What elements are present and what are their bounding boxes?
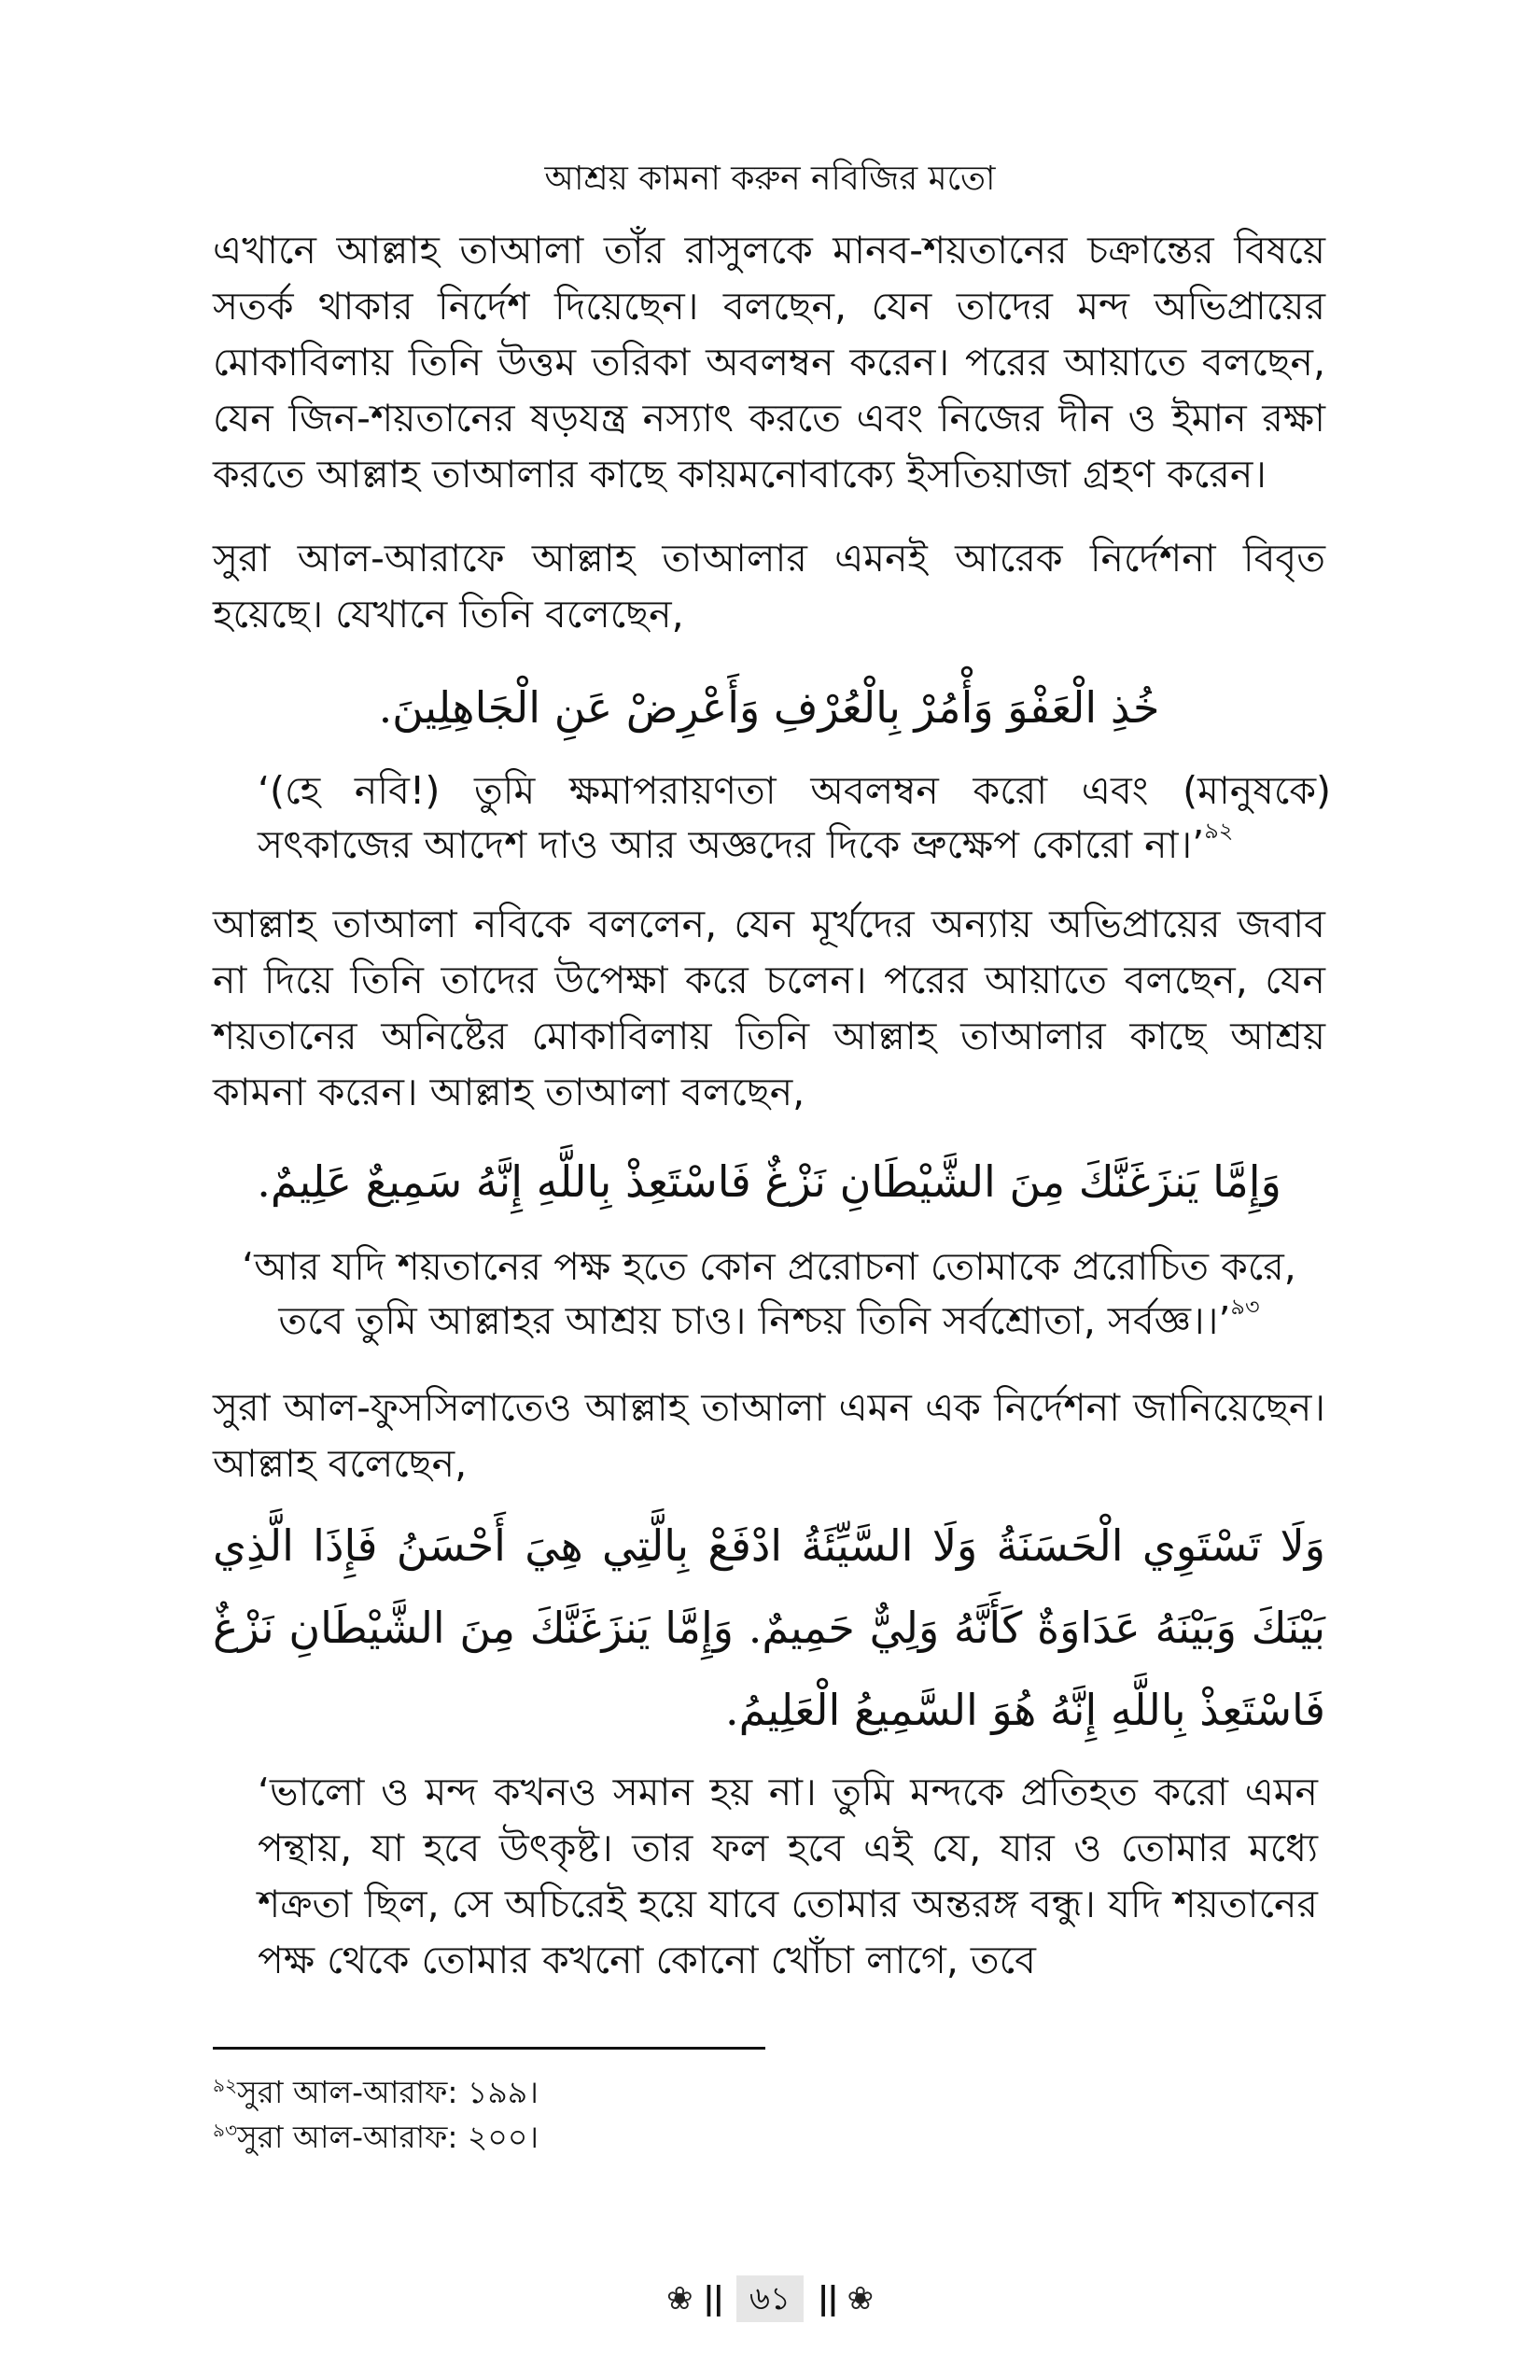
arabic-verse-1-block	[213, 672, 1325, 743]
translation-quote-2	[213, 1239, 1325, 1348]
translation-quote-2-line-1: ‘আর যদি শয়তানের পক্ষ হতে কোন প্ররোচনা তোমাকে প্ররোচিত করে,	[242, 1244, 1296, 1289]
paragraph-2-block	[213, 530, 1325, 642]
left-bars-icon: ||	[703, 2280, 723, 2317]
paragraph-3-block	[213, 896, 1325, 1120]
footnote-ref-93[interactable]: ৯৩	[1230, 1294, 1260, 1321]
right-bars-icon: ||	[817, 2280, 837, 2317]
page-number: ৬১	[736, 2275, 804, 2322]
paragraph-2: সুরা আল-আরাফে আল্লাহ তাআলার এমনই আরেক নির্দেশনা বিবৃত হয়েছে। যেখানে তিনি বলেছেন,	[213, 536, 1325, 637]
footnote-93	[213, 2109, 539, 2158]
paragraph-1: এখানে আল্লাহ তাআলা তাঁর রাসুলকে মানব-শয়তানের চক্রান্তের বিষয়ে সতর্ক থাকার নির্দেশ দিয়েছেন। বলছেন, যেন তাদের মন্দ অভিপ্রায়ের মোকাবিলায় তিনি উত্তম তরিকা অবলম্বন করেন। পরের আয়াতে বলছেন, যেন জিন-শয়তানের ষড়যন্ত্র নস্যাৎ করতে এবং নিজের দীন ও ইমান রক্ষা করতে আল্লাহ তাআলার কাছে কায়মনোবাক্যে ইসতিয়াজা গ্রহণ করেন।	[213, 228, 1325, 497]
paragraph-4: সুরা আল-ফুসসিলাতেও আল্লাহ তাআলা এমন এক নির্দেশনা জানিয়েছেন। আল্লাহ বলেছেন,	[213, 1385, 1325, 1486]
footnote-93-text: সুরা আল-আরাফ: ২০০।	[236, 2119, 539, 2155]
footnote-93-number: ৯৩	[213, 2119, 237, 2141]
arabic-verse-3-block	[213, 1505, 1325, 1751]
translation-quote-2-line-2: তবে তুমি আল্লাহর আশ্রয় চাও। নিশ্চয় তিনি সর্বশ্রোতা, সর্বজ্ঞ।।’	[278, 1298, 1231, 1343]
right-ornament-icon: ❀	[847, 2280, 875, 2317]
running-head: আশ্রয় কামনা করুন নবিজির মতো	[544, 160, 996, 198]
arabic-verse-2-block	[213, 1146, 1325, 1217]
paragraph-4-block	[213, 1379, 1325, 1491]
footnote-92-number: ৯২	[213, 2074, 237, 2096]
arabic-verse-1: خُذِ الْعَفْوَ وَأْمُرْ بِالْعُرْفِ وَأَعْرِضْ عَنِ الْجَاهِلِينَ.	[378, 682, 1160, 733]
page-number-footer	[0, 2275, 1540, 2322]
arabic-verse-2: وَإِمَّا يَنزَغَنَّكَ مِنَ الشَّيْطَانِ نَزْغٌ فَاسْتَعِذْ بِاللَّهِ إِنَّهُ سَمِيعٌ عَلِيمٌ.	[257, 1156, 1281, 1207]
translation-quote-3: ‘ভালো ও মন্দ কখনও সমান হয় না। তুমি মন্দকে প্রতিহত করো এমন পন্থায়, যা হবে উৎকৃষ্ট। তার ফল হবে এই যে, যার ও তোমার মধ্যে শক্রতা ছিল, সে অচিরেই হয়ে যাবে তোমার অন্তরঙ্গ বন্ধু। যদি শয়তানের পক্ষ থেকে তোমার কখনো কোনো খোঁচা লাগে, তবে	[258, 1770, 1318, 1982]
translation-quote-1-text: ‘(হে নবি!) তুমি ক্ষমাপরায়ণতা অবলম্বন করো এবং (মানুষকে) সৎকাজের আদেশ দাও আর অজ্ঞদের দিকে ভ্রুক্ষেপ কোরো না।’	[258, 768, 1331, 867]
left-ornament-icon: ❀	[665, 2280, 693, 2317]
footnote-92-text: সুরা আল-আরাফ: ১৯৯।	[236, 2074, 539, 2110]
arabic-verse-3: وَلَا تَسْتَوِي الْحَسَنَةُ وَلَا السَّيِّئَةُ ادْفَعْ بِالَّتِي هِيَ أَحْسَنُ فَإِذَا الَّذِي بَيْنَكَ وَبَيْنَهُ عَدَاوَةٌ كَأَنَّهُ وَلِيٌّ حَمِيمٌ. وَإِمَّا يَنزَغَنَّكَ مِنَ الشَّيْطَانِ نَزْغٌ فَاسْتَعِذْ بِاللَّهِ إِنَّهُ هُوَ السَّمِيعُ الْعَلِيمُ.	[213, 1520, 1325, 1735]
translation-quote-1	[258, 763, 1331, 872]
paragraph-3: আল্লাহ তাআলা নবিকে বললেন, যেন মূর্খদের অন্যায় অভিপ্রায়ের জবাব না দিয়ে তিনি তাদের উপেক্ষা করে চলেন। পরের আয়াতে বলছেন, যেন শয়তানের অনিষ্টের মোকাবিলায় তিনি আল্লাহ তাআলার কাছে আশ্রয় কামনা করেন। আল্লাহ তাআলা বলছেন,	[213, 902, 1325, 1114]
footnote-divider	[213, 2047, 765, 2050]
footnote-ref-92[interactable]: ৯২	[1204, 818, 1234, 845]
paragraph-1-block	[213, 222, 1325, 502]
footnote-92	[213, 2065, 539, 2113]
